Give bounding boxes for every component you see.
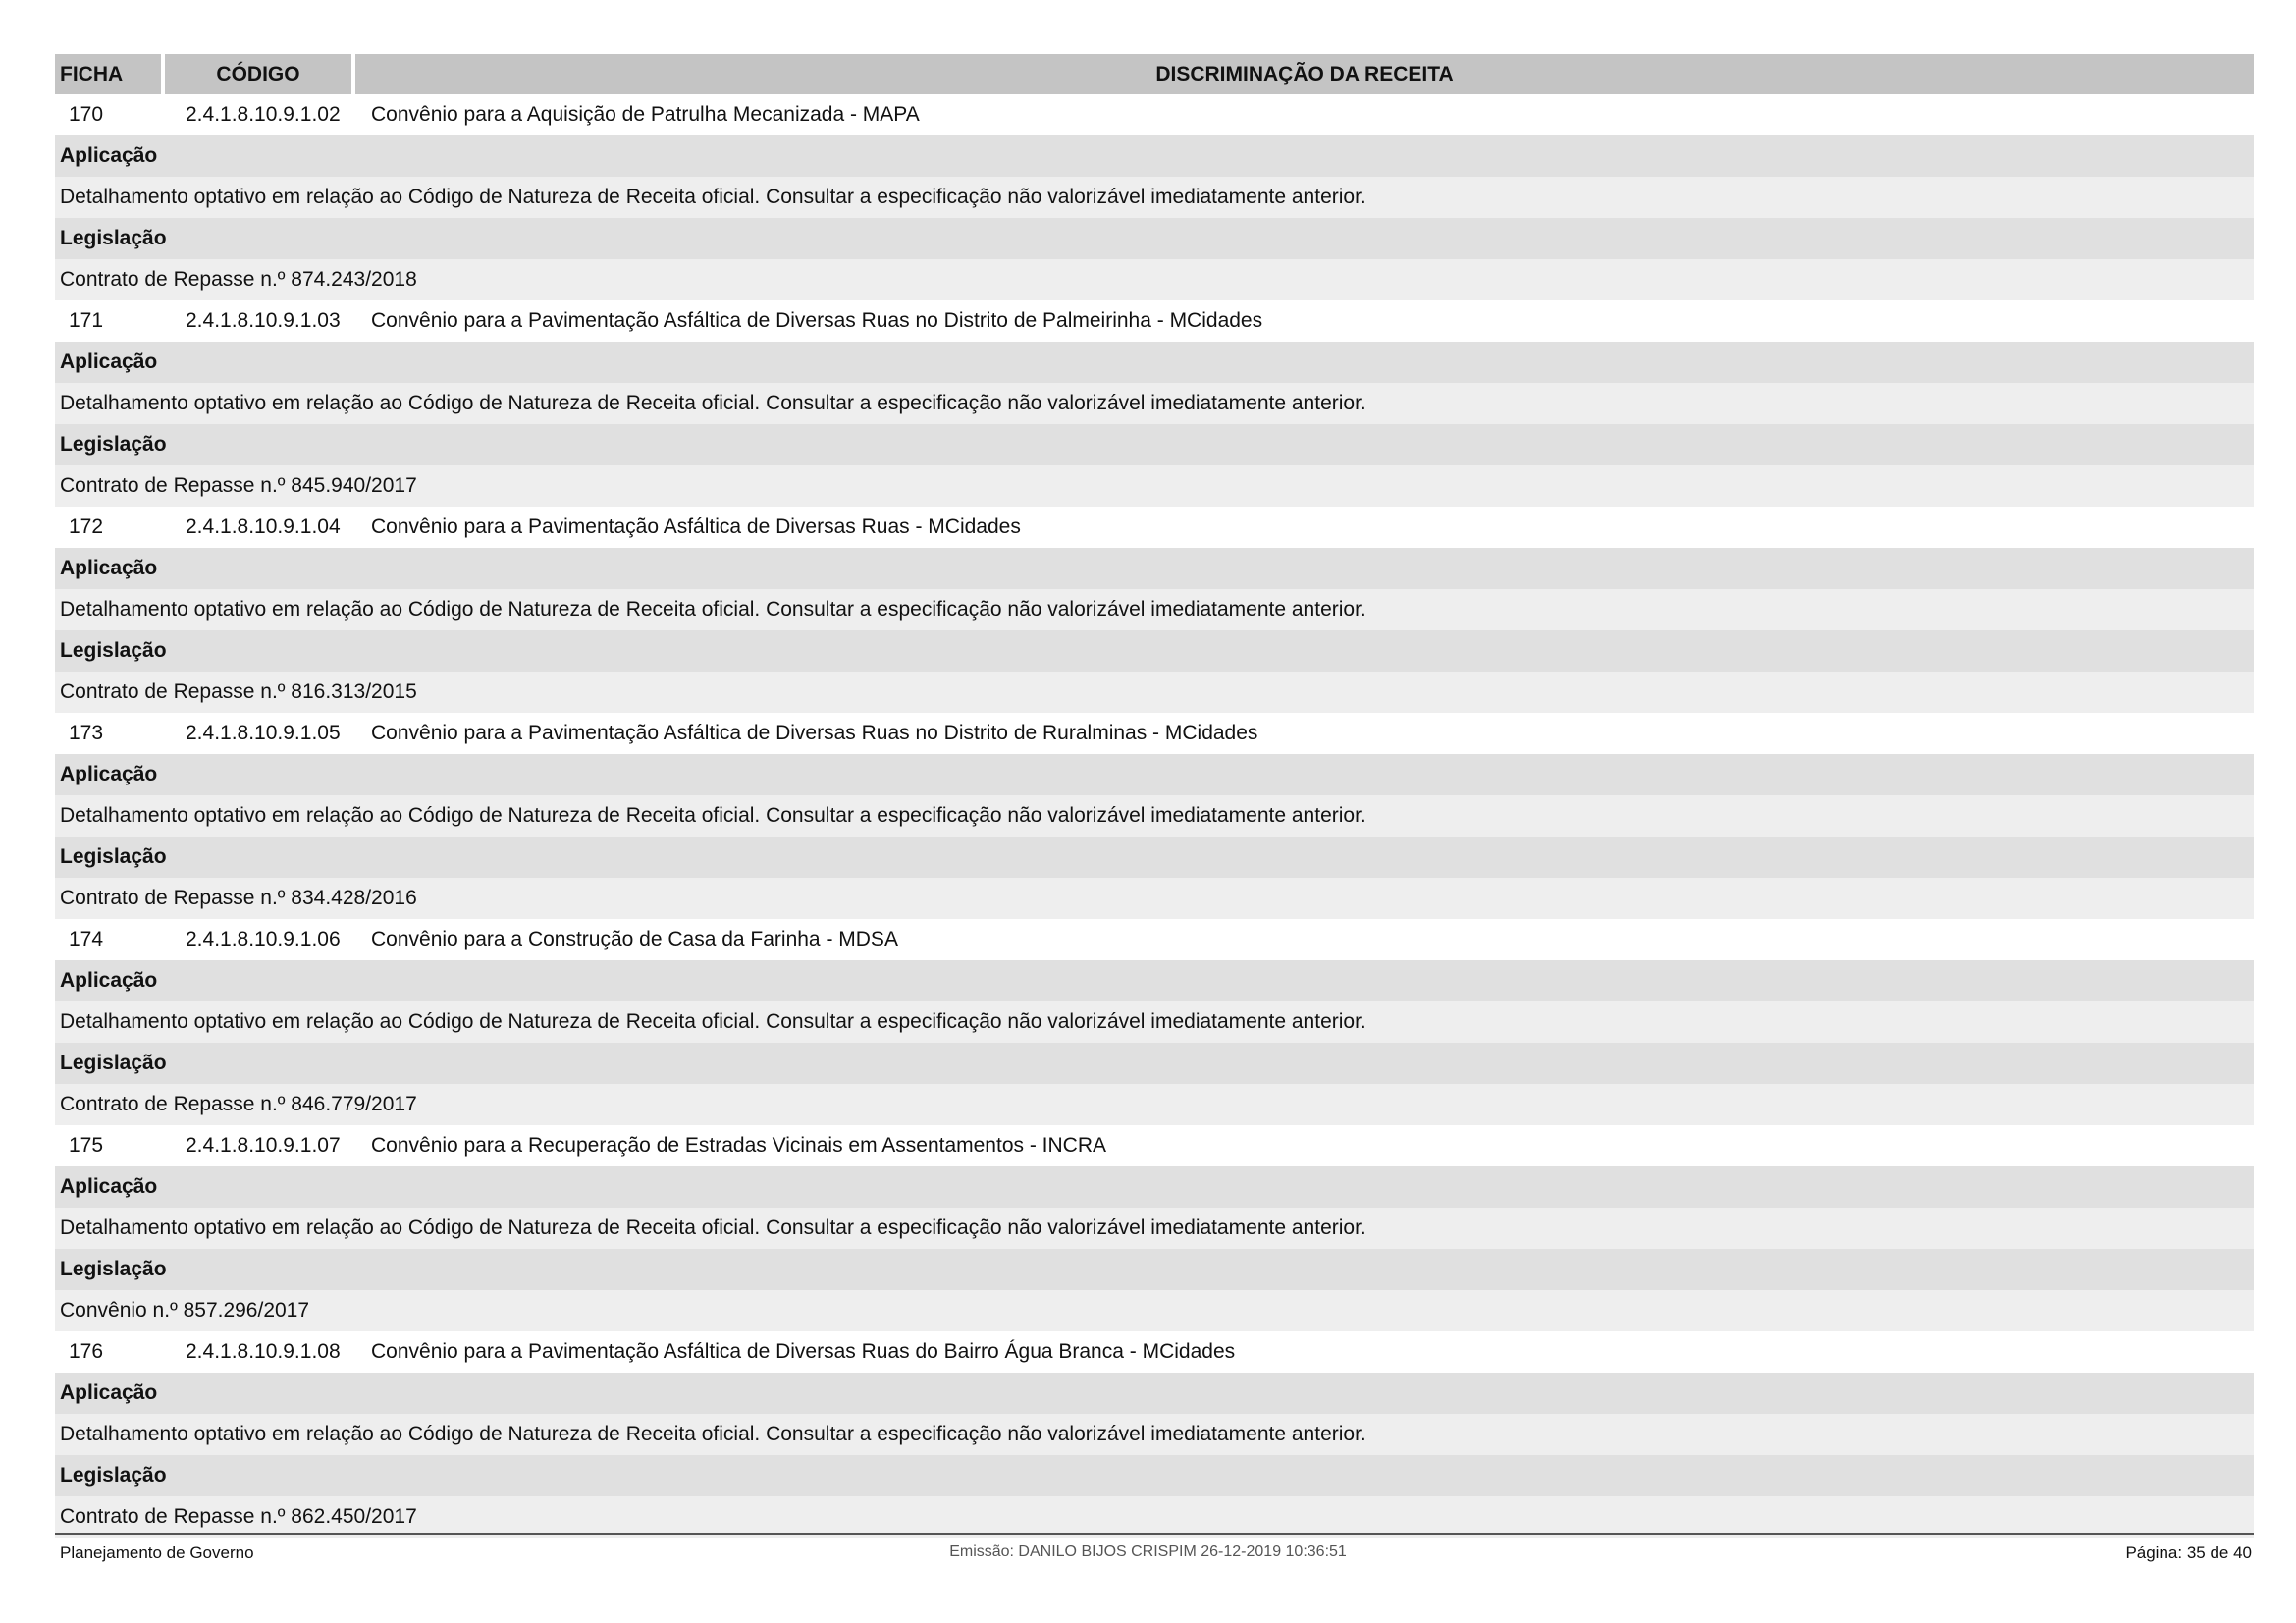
legislacao-text: Contrato de Repasse n.º 845.940/2017 [55, 465, 2254, 507]
legislacao-heading: Legislação [55, 1249, 2254, 1290]
record-descricao: Convênio para a Pavimentação Asfáltica de Diversas Ruas no Distrito de Palmeirinha - MCidades [371, 309, 1263, 332]
legislacao-heading: Legislação [55, 630, 2254, 672]
legislacao-heading: Legislação [55, 424, 2254, 465]
legislacao-text: Contrato de Repasse n.º 846.779/2017 [55, 1084, 2254, 1125]
record-row [55, 300, 2254, 342]
aplicacao-heading: Aplicação [55, 342, 2254, 383]
legislacao-heading: Legislação [55, 218, 2254, 259]
record-codigo: 2.4.1.8.10.9.1.08 [186, 1340, 341, 1363]
record-descricao: Convênio para a Construção de Casa da Farinha - MDSA [371, 928, 898, 950]
record-descricao: Convênio para a Aquisição de Patrulha Mecanizada - MAPA [371, 103, 920, 126]
header-codigo: CÓDIGO [165, 54, 351, 94]
record-row [55, 1331, 2254, 1373]
record-codigo: 2.4.1.8.10.9.1.07 [186, 1134, 341, 1157]
record-codigo: 2.4.1.8.10.9.1.02 [186, 103, 341, 126]
legislacao-text: Contrato de Repasse n.º 834.428/2016 [55, 878, 2254, 919]
aplicacao-text: Detalhamento optativo em relação ao Código de Natureza de Receita oficial. Consultar a especificação não valorizável imediatamente anterior. [55, 1414, 2254, 1455]
record-codigo: 2.4.1.8.10.9.1.04 [186, 515, 341, 538]
aplicacao-text: Detalhamento optativo em relação ao Código de Natureza de Receita oficial. Consultar a especificação não valorizável imediatamente anterior. [55, 383, 2254, 424]
record-descricao: Convênio para a Pavimentação Asfáltica de Diversas Ruas no Distrito de Ruralminas - MCidades [371, 722, 1258, 744]
legislacao-text: Contrato de Repasse n.º 816.313/2015 [55, 672, 2254, 713]
aplicacao-heading: Aplicação [55, 1373, 2254, 1414]
record-ficha: 171 [69, 309, 104, 332]
record-row [55, 919, 2254, 960]
record-ficha: 175 [69, 1134, 104, 1157]
record-row [55, 1125, 2254, 1166]
record-codigo: 2.4.1.8.10.9.1.05 [186, 722, 341, 744]
record-row [55, 94, 2254, 135]
footer-department: Planejamento de Governo [60, 1543, 254, 1562]
record-ficha: 174 [69, 928, 104, 950]
footer-divider [55, 1533, 2254, 1535]
aplicacao-heading: Aplicação [55, 548, 2254, 589]
legislacao-heading: Legislação [55, 837, 2254, 878]
legislacao-text: Contrato de Repasse n.º 874.243/2018 [55, 259, 2254, 300]
aplicacao-heading: Aplicação [55, 135, 2254, 177]
footer-page-number: Página: 35 de 40 [2125, 1543, 2252, 1562]
record-descricao: Convênio para a Recuperação de Estradas Vicinais em Assentamentos - INCRA [371, 1134, 1106, 1157]
header-ficha: FICHA [55, 54, 161, 94]
aplicacao-heading: Aplicação [55, 754, 2254, 795]
aplicacao-text: Detalhamento optativo em relação ao Código de Natureza de Receita oficial. Consultar a especificação não valorizável imediatamente anterior. [55, 1208, 2254, 1249]
record-ficha: 173 [69, 722, 104, 744]
aplicacao-heading: Aplicação [55, 1166, 2254, 1208]
aplicacao-text: Detalhamento optativo em relação ao Código de Natureza de Receita oficial. Consultar a especificação não valorizável imediatamente anterior. [55, 589, 2254, 630]
aplicacao-text: Detalhamento optativo em relação ao Código de Natureza de Receita oficial. Consultar a especificação não valorizável imediatamente anterior. [55, 1001, 2254, 1043]
record-codigo: 2.4.1.8.10.9.1.03 [186, 309, 341, 332]
legislacao-heading: Legislação [55, 1455, 2254, 1496]
record-codigo: 2.4.1.8.10.9.1.06 [186, 928, 341, 950]
aplicacao-text: Detalhamento optativo em relação ao Código de Natureza de Receita oficial. Consultar a especificação não valorizável imediatamente anterior. [55, 795, 2254, 837]
table-header [55, 54, 2254, 94]
legislacao-text: Convênio n.º 857.296/2017 [55, 1290, 2254, 1331]
header-discriminacao: DISCRIMINAÇÃO DA RECEITA [355, 54, 2254, 94]
record-ficha: 172 [69, 515, 104, 538]
footer-emission: Emissão: DANILO BIJOS CRISPIM 26-12-2019 10:36:51 [949, 1543, 1347, 1560]
record-descricao: Convênio para a Pavimentação Asfáltica de Diversas Ruas - MCidades [371, 515, 1021, 538]
record-row [55, 507, 2254, 548]
legislacao-heading: Legislação [55, 1043, 2254, 1084]
aplicacao-heading: Aplicação [55, 960, 2254, 1001]
legislacao-text: Contrato de Repasse n.º 862.450/2017 [55, 1496, 2254, 1538]
record-descricao: Convênio para a Pavimentação Asfáltica de Diversas Ruas do Bairro Água Branca - MCidades [371, 1340, 1236, 1363]
receita-table [55, 54, 2254, 1538]
record-ficha: 170 [69, 103, 104, 126]
aplicacao-text: Detalhamento optativo em relação ao Código de Natureza de Receita oficial. Consultar a especificação não valorizável imediatamente anterior. [55, 177, 2254, 218]
record-ficha: 176 [69, 1340, 104, 1363]
record-row [55, 713, 2254, 754]
